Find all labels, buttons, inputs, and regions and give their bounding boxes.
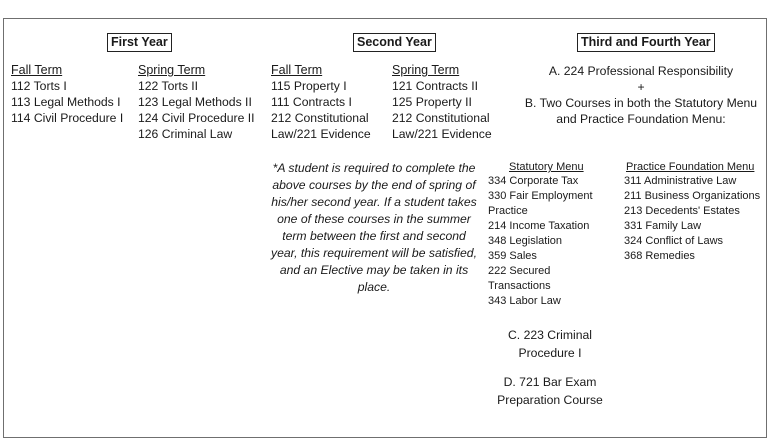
requirement-b-line2: and Practice Foundation Menu: <box>556 112 726 126</box>
course-item: 111 Contracts I <box>271 95 352 109</box>
requirement-c <box>478 326 622 362</box>
first-year-spring-column <box>138 63 255 142</box>
menu-item: Transactions <box>488 280 551 292</box>
first-year-spring-course-list <box>138 78 255 142</box>
first-year-spring-term-label: Spring Term <box>138 63 206 77</box>
menu-item: 331 Family Law <box>624 220 702 232</box>
course-item: 121 Contracts II <box>392 79 479 93</box>
first-year-fall-term-label: Fall Term <box>11 63 63 77</box>
course-item: Law/221 Evidence <box>271 127 371 141</box>
requirement-c-line1: C. 223 Criminal <box>508 328 592 342</box>
course-item: 114 Civil Procedure I <box>11 111 124 125</box>
course-item: 113 Legal Methods I <box>11 95 121 109</box>
menu-item: Practice <box>488 205 528 217</box>
first-year-header: First Year <box>107 33 172 52</box>
second-year-spring-column <box>392 63 492 142</box>
second-year-requirement-note: *A student is required to complete the above courses by the end of spring of his/her second year. If a student takes one of these courses in the summer term between the first and second year, this requirement will be satisfied, and an Elective may be taken in its place. <box>271 161 477 294</box>
requirement-d-line1: D. 721 Bar Exam <box>503 375 597 389</box>
menu-item: 368 Remedies <box>624 250 695 262</box>
menu-item: 334 Corporate Tax <box>488 175 579 187</box>
course-item: 123 Legal Methods II <box>138 95 252 109</box>
course-item: 125 Property II <box>392 95 472 109</box>
statutory-menu <box>488 160 593 309</box>
menu-item: 211 Business Organizations <box>624 190 761 202</box>
requirement-c-line2: Procedure I <box>518 346 582 360</box>
requirement-d <box>478 373 622 409</box>
requirement-b-line1: B. Two Courses in both the Statutory Menu <box>524 96 758 110</box>
course-item: 115 Property I <box>271 79 347 93</box>
third-fourth-year-header: Third and Fourth Year <box>577 33 715 52</box>
menu-item: 330 Fair Employment <box>488 190 593 202</box>
course-item: 124 Civil Procedure II <box>138 111 255 125</box>
menu-item: 222 Secured <box>488 265 551 277</box>
statutory-menu-list <box>488 174 593 309</box>
course-item: Law/221 Evidence <box>392 127 492 141</box>
menu-item: 343 Labor Law <box>488 295 561 307</box>
second-year-spring-course-list <box>392 78 492 142</box>
practice-foundation-menu-label: Practice Foundation Menu <box>626 161 755 173</box>
menu-item: 213 Decedents' Estates <box>624 205 740 217</box>
second-year-fall-column <box>271 63 371 142</box>
statutory-menu-label: Statutory Menu <box>509 161 584 173</box>
first-year-fall-column <box>11 63 123 126</box>
course-item: 212 Constitutional <box>392 111 490 125</box>
menu-item: 214 Income Taxation <box>488 220 590 232</box>
course-item: 122 Torts II <box>138 79 199 93</box>
first-year-fall-course-list <box>11 78 123 126</box>
second-year-fall-term-label: Fall Term <box>271 63 323 77</box>
second-year-spring-term-label: Spring Term <box>392 63 460 77</box>
third-year-requirements <box>518 63 764 127</box>
second-year-header: Second Year <box>353 33 436 52</box>
practice-foundation-menu-list <box>624 174 760 264</box>
requirement-a: A. 224 Professional Responsibility <box>548 64 734 78</box>
menu-item: 324 Conflict of Laws <box>624 235 724 247</box>
plus-sign: + <box>637 80 645 94</box>
menu-item: 348 Legislation <box>488 235 563 247</box>
menu-item: 359 Sales <box>488 250 537 262</box>
course-item: 212 Constitutional <box>271 111 369 125</box>
requirement-d-line2: Preparation Course <box>497 393 603 407</box>
menu-item: 311 Administrative Law <box>624 175 737 187</box>
course-item: 112 Torts I <box>11 79 67 93</box>
practice-foundation-menu <box>624 160 760 264</box>
course-item: 126 Criminal Law <box>138 127 233 141</box>
second-year-fall-course-list <box>271 78 371 142</box>
